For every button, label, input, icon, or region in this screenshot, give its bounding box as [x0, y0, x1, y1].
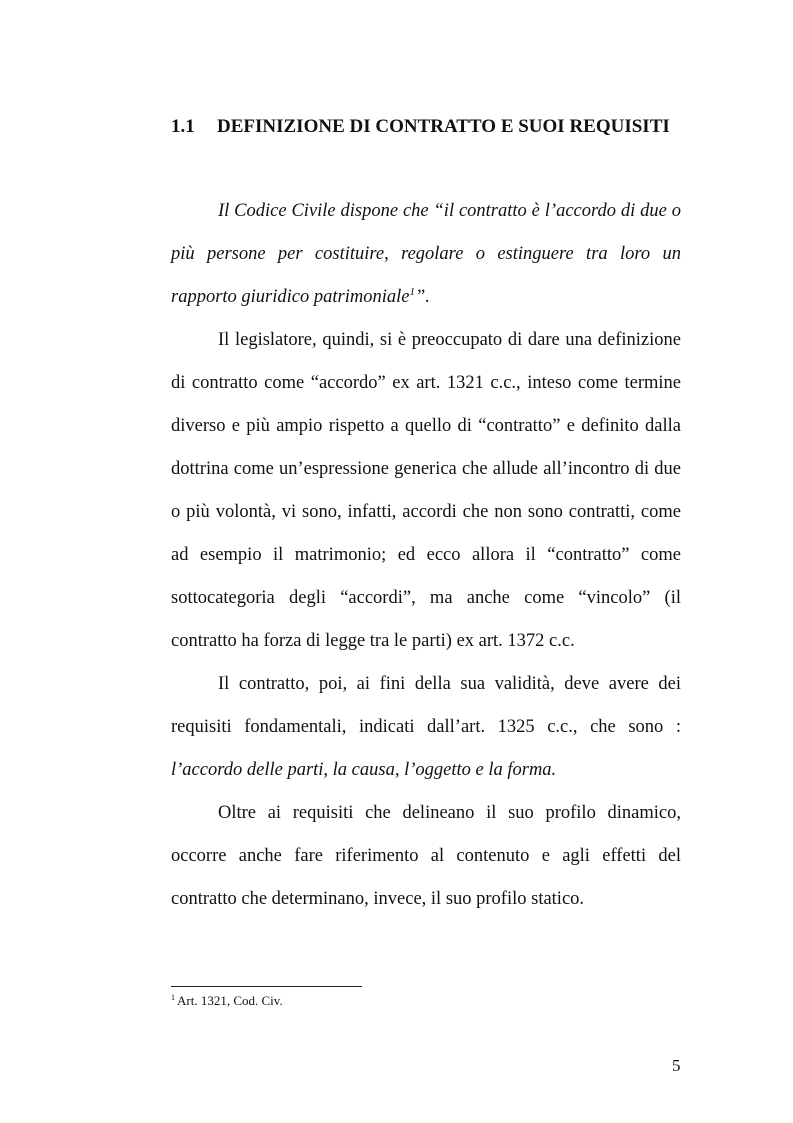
paragraph-civil-code-quote: [171, 190, 681, 319]
section-heading: [171, 114, 691, 140]
paragraph-3-italic-list: l’accordo delle parti, la causa, l’oggetto e la forma.: [171, 760, 557, 780]
footnote-reference: 1: [409, 286, 415, 298]
paragraph-legislator: Il legislatore, quindi, si è preoccupato di dare una definizione di contratto come “accordo” ex art. 1321 c.c., inteso come termine diverso e più ampio rispetto a quello di “contratto” e definito dalla dottrina come un’espressione generica che allude all’incontro di due o più volontà, vi sono, infatti, accordi che non sono contratti, come ad esempio il matrimonio; ed ecco allora il “contratto” come sottocategoria degli “accordi”, ma anche come “vincolo” (il contratto ha forza di legge tra le parti) ex art. 1372 c.c.: [171, 330, 681, 651]
paragraph-1-text: Il Codice Civile dispone che “il contratto è l’accordo di due o più persone per costituire, regolare o estinguere tra loro un rapporto giuridico patrimoniale: [171, 201, 681, 307]
paragraph-1-closing: ”.: [414, 287, 430, 307]
section-number: 1.1: [171, 116, 195, 137]
paragraph-profile: Oltre ai requisiti che delineano il suo profilo dinamico, occorre anche fare riferimento al contenuto e agli effetti del contratto che determinano, invece, il suo profilo statico.: [171, 803, 681, 909]
paragraph-requirements: [171, 663, 681, 792]
footnote-text: Art. 1321, Cod. Civ.: [177, 993, 283, 1008]
footnote-separator: [171, 986, 362, 987]
paragraph-3-text: Il contratto, poi, ai fini della sua validità, deve avere dei requisiti fondamentali, indicati dall’art. 1325 c.c., che sono :: [171, 674, 681, 737]
footnote: [171, 993, 283, 1009]
body-text: [171, 190, 681, 921]
footnote-number: 1: [171, 993, 175, 1002]
section-title: DEFINIZIONE DI CONTRATTO E SUOI REQUISITI: [217, 116, 670, 137]
page-number: 5: [672, 1056, 681, 1075]
